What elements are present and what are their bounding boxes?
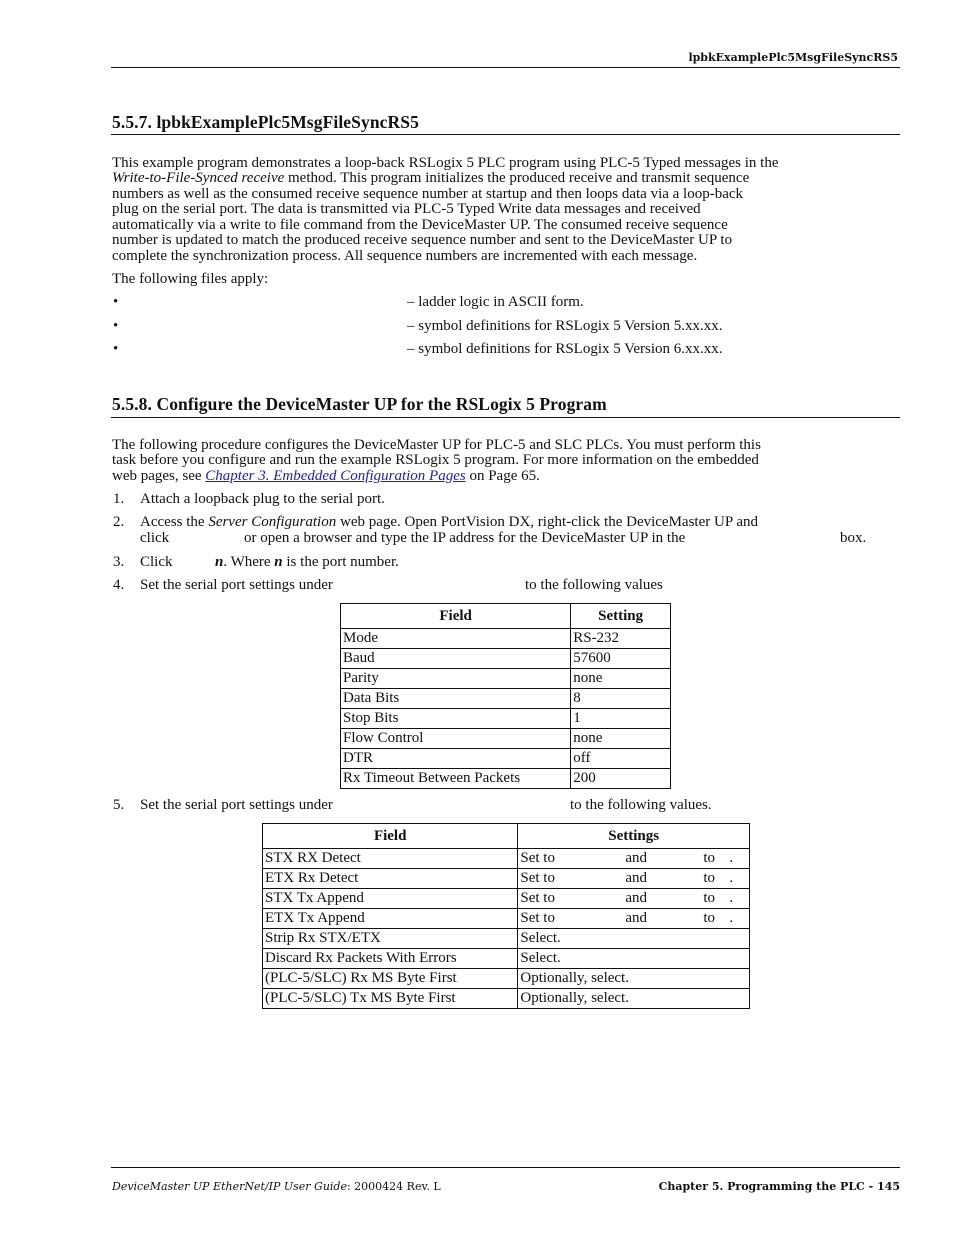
step-3-text: n. Where n is the port number.	[215, 554, 399, 570]
step-5-text: Set the serial port settings under	[140, 797, 333, 813]
files-intro: The following files apply:	[112, 271, 269, 287]
bullet-icon: •	[113, 318, 119, 334]
header-rule	[111, 67, 900, 68]
step-2-line2: or open a browser and type the IP address for the DeviceMaster UP in the	[244, 530, 686, 546]
table-row: Data Bits 8	[341, 689, 671, 709]
table-row: Strip Rx STX/ETX Select.	[263, 929, 750, 949]
para-line: This example program demonstrates a loop-back RSLogix 5 PLC program using PLC-5 Typed messages in the	[112, 155, 779, 171]
table-row: Rx Timeout Between Packets 200	[341, 769, 671, 789]
running-header-title: lpbkExamplePlc5MsgFileSyncRS5	[688, 51, 898, 64]
step-number: 2.	[113, 514, 125, 530]
table-row: DTR off	[341, 749, 671, 769]
packet-settings-table	[262, 823, 750, 1009]
table-row: (PLC-5/SLC) Rx MS Byte First Optionally, select.	[263, 969, 750, 989]
bullet-icon: •	[113, 294, 119, 310]
table-row: (PLC-5/SLC) Tx MS Byte First Optionally, select.	[263, 989, 750, 1009]
table-header-row	[263, 824, 750, 849]
header-field: Field	[341, 604, 571, 629]
table-row: Parity none	[341, 669, 671, 689]
step-4-tail: to the following values	[525, 577, 663, 593]
header-field: Field	[263, 824, 518, 849]
step-2-line1: Access the Server Configuration web page. Open PortVision DX, right-click the DeviceMaster UP and	[140, 514, 759, 530]
section-rule-558	[111, 417, 900, 418]
intro-line: The following procedure configures the DeviceMaster UP for PLC-5 and SLC PLCs. You must perform this	[112, 437, 761, 453]
serial-settings-table	[340, 603, 671, 789]
intro-line: task before you configure and run the example RSLogix 5 program. For more information on the embedded	[112, 452, 759, 468]
header-setting: Setting	[571, 604, 671, 629]
para-line: numbers as well as the consumed receive sequence number at startup and then loops data via a loop-back	[112, 186, 744, 202]
para-line: complete the synchronization process. All sequence numbers are incremented with each message.	[112, 248, 698, 264]
footer-guide: DeviceMaster UP EtherNet/IP User Guide: 2000424 Rev. L	[112, 1180, 441, 1193]
para-line: plug on the serial port. The data is transmitted via PLC-5 Typed Write data messages and received	[112, 201, 701, 217]
step-4-text: Set the serial port settings under	[140, 577, 333, 593]
table-header-row	[341, 604, 671, 629]
step-number: 3.	[113, 554, 125, 570]
step-number: 1.	[113, 491, 125, 507]
footer-chapter-page: Chapter 5. Programming the PLC - 145	[658, 1180, 900, 1193]
table-row: Baud 57600	[341, 649, 671, 669]
table-row: ETX Tx Append Set to and to .	[263, 909, 750, 929]
table-row: STX RX Detect Set to and to .	[263, 849, 750, 869]
section-rule-557	[111, 134, 900, 135]
method-italic: Write-to-File-Synced receive	[112, 170, 285, 186]
step-5-tail: to the following values.	[570, 797, 712, 813]
para-line: number is updated to match the produced receive sequence number and sent to the DeviceMaster UP to	[112, 232, 733, 248]
table-row: ETX Rx Detect Set to and to .	[263, 869, 750, 889]
step-3-click: Click	[140, 554, 173, 570]
file-item: – symbol definitions for RSLogix 5 Version 6.xx.xx.	[407, 341, 723, 357]
table-row: STX Tx Append Set to and to .	[263, 889, 750, 909]
step-2-box: box.	[840, 530, 867, 546]
intro-line: web pages, see Chapter 3. Embedded Configuration Pages on Page 65.	[112, 468, 540, 484]
table-row: Mode RS-232	[341, 629, 671, 649]
step-number: 4.	[113, 577, 125, 593]
file-item: – ladder logic in ASCII form.	[407, 294, 584, 310]
step-2-click: click	[140, 530, 170, 546]
file-item: – symbol definitions for RSLogix 5 Version 5.xx.xx.	[407, 318, 723, 334]
section-heading-557: 5.5.7. lpbkExamplePlc5MsgFileSyncRS5	[112, 112, 419, 132]
para-line: automatically via a write to file command from the DeviceMaster UP. The consumed receive sequence	[112, 217, 728, 233]
header-settings: Settings	[518, 824, 750, 849]
table-row: Flow Control none	[341, 729, 671, 749]
section-heading-558: 5.5.8. Configure the DeviceMaster UP for the RSLogix 5 Program	[112, 394, 607, 414]
step-1-text: Attach a loopback plug to the serial port.	[140, 491, 385, 507]
table-row: Stop Bits 1	[341, 709, 671, 729]
step-number: 5.	[113, 797, 125, 813]
footer-rule	[111, 1167, 900, 1168]
table-row: Discard Rx Packets With Errors Select.	[263, 949, 750, 969]
bullet-icon: •	[113, 341, 119, 357]
para-line: Write-to-File-Synced receive method. This program initializes the produced receive and transmit sequence	[112, 170, 750, 186]
chapter-3-link[interactable]: Chapter 3. Embedded Configuration Pages	[205, 468, 466, 484]
